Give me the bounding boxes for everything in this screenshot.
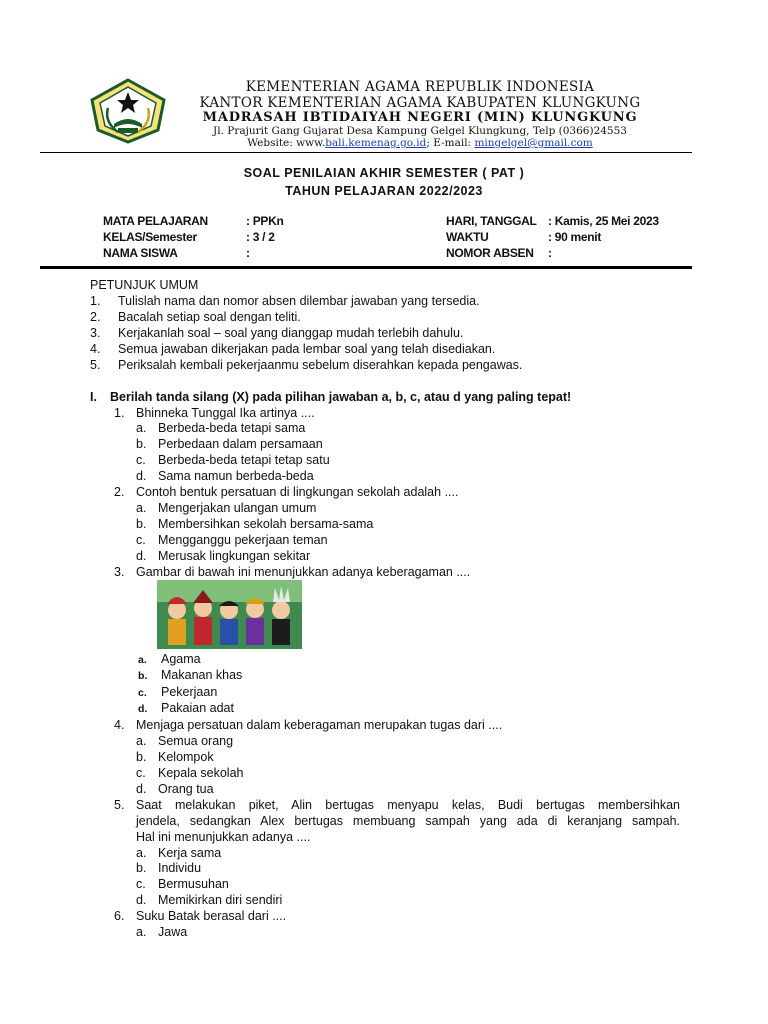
question-text: Suku Batak berasal dari .... <box>136 909 287 923</box>
option-letter: a. <box>136 846 147 860</box>
time-label: WAKTU <box>446 230 489 244</box>
question-text: Contoh bentuk persatuan di lingkungan sekolah adalah .... <box>136 485 459 499</box>
option-letter: d. <box>136 549 147 563</box>
email-label: ; E-mail: <box>426 137 475 149</box>
traditional-costumes-illustration <box>157 580 302 649</box>
option-letter: d. <box>136 782 147 796</box>
question-text: Saat melakukan piket, Alin bertugas menyapu kelas, Budi bertugas membersihkan <box>136 798 680 812</box>
option-text: Pakaian adat <box>161 701 234 715</box>
instruction-num: 3. <box>90 326 101 340</box>
option-text: Pekerjaan <box>161 685 218 699</box>
header-contact <box>150 137 690 149</box>
subject-label: MATA PELAJARAN <box>103 214 208 228</box>
name-label: NAMA SISWA <box>103 246 178 260</box>
option-text: Jawa <box>158 925 188 939</box>
option-letter: b. <box>136 437 147 451</box>
option-text: Berbeda-beda tetapi sama <box>158 421 306 435</box>
name-value: : <box>246 246 250 260</box>
option-text: Individu <box>158 861 202 875</box>
option-text: Mengerjakan ulangan umum <box>158 501 317 515</box>
option-text: Sama namun berbeda-beda <box>158 469 314 483</box>
option-text: Semua orang <box>158 734 234 748</box>
question-number: 3. <box>114 565 125 579</box>
email-link[interactable]: mingelgel@gmail.com <box>474 137 593 149</box>
question-number: 4. <box>114 718 125 732</box>
question-number: 6. <box>114 909 125 923</box>
option-letter: c. <box>136 766 146 780</box>
option-text: Kepala sekolah <box>158 766 244 780</box>
option-text: Bermusuhan <box>158 877 229 891</box>
instruction-item: Kerjakanlah soal – soal yang dianggap mudah terlebih dahulu. <box>118 326 464 340</box>
instruction-num: 1. <box>90 294 101 308</box>
option-letter: a. <box>136 734 147 748</box>
option-text: Mengganggu pekerjaan teman <box>158 533 328 547</box>
instruction-item: Periksalah kembali pekerjaanmu sebelum diserahkan kepada pengawas. <box>118 358 523 372</box>
option-letter: d. <box>136 469 147 483</box>
instructions-heading: PETUNJUK UMUM <box>90 278 199 292</box>
class-value: : 3 / 2 <box>246 230 275 244</box>
instruction-num: 5. <box>90 358 101 372</box>
question-text: Bhinneka Tunggal Ika artinya .... <box>136 406 315 420</box>
option-text: Berbeda-beda tetapi tetap satu <box>158 453 330 467</box>
option-text: Orang tua <box>158 782 214 796</box>
question-number: 5. <box>114 798 125 812</box>
option-text: Memikirkan diri sendiri <box>158 893 283 907</box>
option-letter: c. <box>138 687 147 699</box>
header-ministry: KEMENTERIAN AGAMA REPUBLIK INDONESIA <box>245 79 595 95</box>
instruction-item: Bacalah setiap soal dengan teliti. <box>118 310 301 324</box>
instruction-item: Tulislah nama dan nomor absen dilembar jawaban yang tersedia. <box>118 294 480 308</box>
question-text: jendela, sedangkan Alex bertugas membuang sampah yang ada di keranjang sampah. <box>136 814 680 828</box>
option-letter: d. <box>136 893 147 907</box>
question-text: Menjaga persatuan dalam keberagaman merupakan tugas dari .... <box>136 718 503 732</box>
subject-value: : PPKn <box>246 214 284 228</box>
header-divider <box>40 152 692 153</box>
option-text: Membersihkan sekolah bersama-sama <box>158 517 374 531</box>
exam-year: TAHUN PELAJARAN 2022/2023 <box>285 184 483 198</box>
option-letter: a. <box>138 654 147 666</box>
option-text: Merusak lingkungan sekitar <box>158 549 311 563</box>
option-text: Agama <box>161 652 201 666</box>
option-letter: b. <box>136 517 147 531</box>
instruction-item: Semua jawaban dikerjakan pada lembar soal yang telah disediakan. <box>118 342 496 356</box>
instruction-num: 2. <box>90 310 101 324</box>
option-letter: a. <box>136 421 147 435</box>
option-letter: b. <box>138 670 148 682</box>
option-text: Perbedaan dalam persamaan <box>158 437 323 451</box>
time-value: : 90 menit <box>548 230 602 244</box>
option-letter: c. <box>136 533 146 547</box>
section-number: I. <box>90 390 97 404</box>
option-letter: d. <box>138 703 148 715</box>
website-label: Website: www. <box>247 137 326 149</box>
exam-title: SOAL PENILAIAN AKHIR SEMESTER ( PAT ) <box>243 166 525 180</box>
absen-value: : <box>548 246 552 260</box>
section-instruction: Berilah tanda silang (X) pada pilihan jawaban a, b, c, atau d yang paling tepat! <box>110 390 572 404</box>
info-divider <box>40 266 692 269</box>
website-link[interactable]: bali.kemenag.go.id <box>325 137 427 149</box>
option-letter: a. <box>136 925 147 939</box>
question-text: Gambar di bawah ini menunjukkan adanya keberagaman .... <box>136 565 471 579</box>
option-text: Kerja sama <box>158 846 222 860</box>
date-label: HARI, TANGGAL <box>446 214 537 228</box>
header-school: MADRASAH IBTIDAIYAH NEGERI (MIN) KLUNGKUNG <box>202 110 638 125</box>
question-text: Hal ini menunjukkan adanya .... <box>136 830 311 844</box>
option-text: Makanan khas <box>161 668 243 682</box>
option-letter: b. <box>136 861 147 875</box>
instruction-num: 4. <box>90 342 101 356</box>
header-address: Jl. Prajurit Gang Gujarat Desa Kampung Gelgel Klungkung, Telp (0366)24553 <box>213 125 627 137</box>
header-office: KANTOR KEMENTERIAN AGAMA KABUPATEN KLUNGKUNG <box>199 95 641 111</box>
question-number: 1. <box>114 406 125 420</box>
class-label: KELAS/Semester <box>103 230 197 244</box>
question-number: 2. <box>114 485 125 499</box>
option-text: Kelompok <box>158 750 214 764</box>
date-value: : Kamis, 25 Mei 2023 <box>548 214 659 228</box>
option-letter: b. <box>136 750 147 764</box>
absen-label: NOMOR ABSEN <box>446 246 534 260</box>
option-letter: a. <box>136 501 147 515</box>
option-letter: c. <box>136 453 146 467</box>
option-letter: c. <box>136 877 146 891</box>
